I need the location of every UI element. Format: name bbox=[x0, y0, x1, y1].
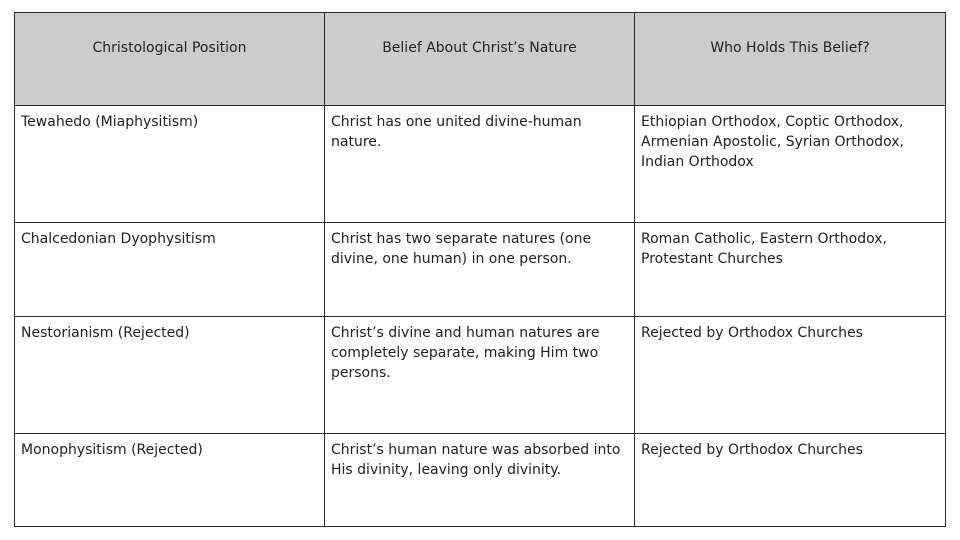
cell-belief: Christ’s divine and human natures are completely separate, making Him two persons. bbox=[325, 317, 635, 434]
table-header-row bbox=[15, 13, 946, 106]
header-who-holds-belief: Who Holds This Belief? bbox=[635, 13, 946, 106]
table-row bbox=[15, 317, 946, 434]
christology-table bbox=[14, 12, 946, 527]
table-row bbox=[15, 434, 946, 527]
cell-position: Nestorianism (Rejected) bbox=[15, 317, 325, 434]
cell-position: Tewahedo (Miaphysitism) bbox=[15, 106, 325, 223]
header-christological-position: Christological Position bbox=[15, 13, 325, 106]
cell-belief: Christ has one united divine-human nature. bbox=[325, 106, 635, 223]
cell-holders: Roman Catholic, Eastern Orthodox, Protestant Churches bbox=[635, 223, 946, 317]
cell-holders: Rejected by Orthodox Churches bbox=[635, 317, 946, 434]
cell-belief: Christ has two separate natures (one divine, one human) in one person. bbox=[325, 223, 635, 317]
header-belief-about-nature: Belief About Christ’s Nature bbox=[325, 13, 635, 106]
cell-position: Chalcedonian Dyophysitism bbox=[15, 223, 325, 317]
table-row bbox=[15, 223, 946, 317]
cell-holders: Rejected by Orthodox Churches bbox=[635, 434, 946, 527]
table-row bbox=[15, 106, 946, 223]
cell-holders: Ethiopian Orthodox, Coptic Orthodox, Armenian Apostolic, Syrian Orthodox, Indian Orthodox bbox=[635, 106, 946, 223]
cell-position: Monophysitism (Rejected) bbox=[15, 434, 325, 527]
cell-belief: Christ’s human nature was absorbed into His divinity, leaving only divinity. bbox=[325, 434, 635, 527]
